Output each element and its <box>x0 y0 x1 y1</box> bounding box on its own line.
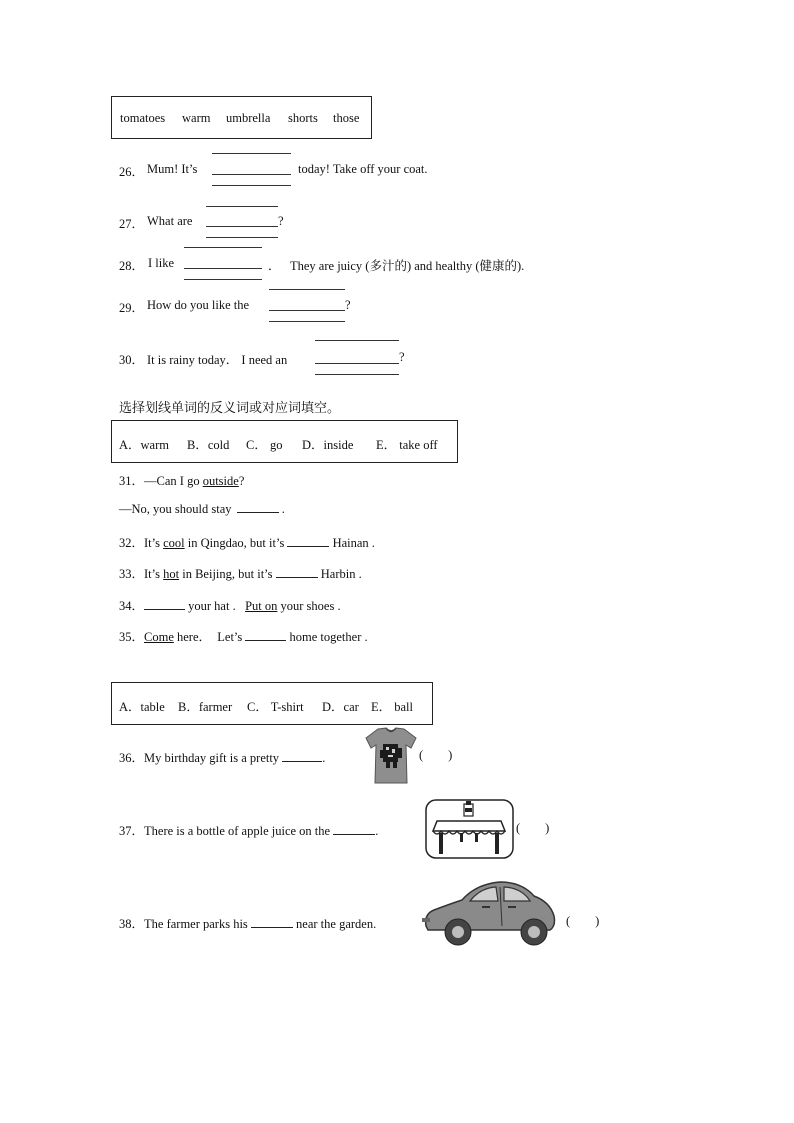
answer-blank[interactable] <box>282 761 322 762</box>
question-text: ? <box>345 298 351 312</box>
question-text: ? <box>399 350 405 364</box>
answer-line[interactable] <box>184 268 262 269</box>
answer-blank[interactable] <box>287 546 329 547</box>
word-option: those <box>333 111 360 125</box>
answer-line[interactable] <box>184 247 262 248</box>
answer-paren[interactable]: ( ) <box>419 748 453 762</box>
answer-line[interactable] <box>269 310 345 311</box>
answer-line[interactable] <box>315 363 399 364</box>
answer-line[interactable] <box>212 174 291 175</box>
question-text: home together . <box>289 630 368 644</box>
answer-line[interactable] <box>315 374 399 375</box>
question-33 <box>119 564 362 582</box>
question-number: 29． <box>119 301 145 315</box>
answer-line[interactable] <box>269 289 345 290</box>
option-item: D．car <box>322 700 359 714</box>
car-image <box>420 878 558 948</box>
question-text: There is a bottle of apple juice on the <box>144 824 331 838</box>
question-text: They are juicy (多汁的) and healthy (健康的). <box>290 259 525 273</box>
question-text: here． Let’s <box>173 630 243 644</box>
answer-line[interactable] <box>212 185 291 186</box>
underlined-word: Come <box>144 630 174 644</box>
answer-line[interactable] <box>315 340 399 341</box>
option-item: C． go <box>246 438 283 452</box>
table-with-bottle-image <box>425 799 515 860</box>
question-text: your hat . <box>188 599 246 613</box>
question-text: ? <box>238 474 245 488</box>
option-item: B．cold <box>187 438 230 452</box>
answer-line[interactable] <box>206 206 278 207</box>
option-box-2 <box>111 420 458 463</box>
question-number: 33． <box>119 567 145 581</box>
question-text: your shoes . <box>277 599 341 613</box>
answer-blank[interactable] <box>276 577 318 578</box>
question-text: Harbin . <box>320 567 362 581</box>
question-number: 38． <box>119 917 145 931</box>
question-36 <box>119 748 325 766</box>
question-text: in Beijing, but it’s <box>179 567 273 581</box>
underlined-word: Put on <box>245 599 278 613</box>
question-text: It is rainy today． I need an <box>147 353 288 367</box>
question-text: —No, you should stay <box>119 502 232 516</box>
answer-blank[interactable] <box>144 609 185 610</box>
answer-blank[interactable] <box>251 927 293 928</box>
question-text: I like <box>148 256 175 270</box>
question-number: 34． <box>119 599 145 613</box>
answer-blank[interactable] <box>333 834 375 835</box>
question-text: —Can I go <box>144 474 203 488</box>
question-31 <box>119 471 244 489</box>
question-text: How do you like the <box>147 298 250 312</box>
option-box-3 <box>111 682 433 725</box>
question-text: near the garden. <box>296 917 377 931</box>
answer-line[interactable] <box>206 237 278 238</box>
option-item: E． ball <box>371 700 414 714</box>
question-text: ． <box>268 259 281 273</box>
word-option: warm <box>182 111 211 125</box>
question-number: 37． <box>119 824 145 838</box>
question-31-answer <box>119 502 285 517</box>
answer-line[interactable] <box>269 321 345 322</box>
answer-paren[interactable]: ( ) <box>516 821 550 835</box>
question-text: Mum! It’s <box>147 162 198 176</box>
option-item: A．warm <box>119 438 169 452</box>
answer-blank[interactable] <box>237 512 279 513</box>
question-text: . <box>375 824 379 838</box>
question-number: 35． <box>119 630 145 644</box>
word-option: shorts <box>288 111 318 125</box>
question-text: What are <box>147 214 193 228</box>
question-34 <box>119 596 341 614</box>
word-box-1 <box>111 96 372 139</box>
question-text: Hainan . <box>332 536 375 550</box>
question-number: 31． <box>119 474 145 488</box>
question-text: . <box>322 751 326 765</box>
answer-paren[interactable]: ( ) <box>566 914 600 928</box>
word-option: tomatoes <box>120 111 166 125</box>
option-item: D．inside <box>302 438 354 452</box>
tshirt-image <box>364 726 418 786</box>
option-item: A．table <box>119 700 165 714</box>
question-number: 27． <box>119 217 145 231</box>
answer-blank[interactable] <box>245 640 286 641</box>
question-38 <box>119 914 376 932</box>
answer-line[interactable] <box>206 226 278 227</box>
question-37 <box>119 821 378 839</box>
section-instruction: 选择划线单词的反义词或对应词填空。 <box>119 401 341 416</box>
question-number: 32． <box>119 536 145 550</box>
underlined-word: cool <box>163 536 185 550</box>
question-35 <box>119 627 368 645</box>
question-text: ? <box>278 214 284 228</box>
word-option: umbrella <box>226 111 271 125</box>
question-32 <box>119 533 375 551</box>
underlined-word: hot <box>163 567 180 581</box>
question-number: 26． <box>119 165 145 179</box>
question-number: 30． <box>119 353 145 367</box>
answer-line[interactable] <box>212 153 291 154</box>
question-text: My birthday gift is a pretty <box>144 751 280 765</box>
question-text: in Qingdao, but it’s <box>184 536 285 550</box>
question-number: 28． <box>119 259 145 273</box>
question-text: today! Take off your coat. <box>298 162 428 176</box>
question-text: The farmer parks his <box>144 917 248 931</box>
option-item: B．farmer <box>178 700 233 714</box>
option-item: C． T-shirt <box>247 700 304 714</box>
option-item: E． take off <box>376 438 438 452</box>
question-text: It’s <box>144 536 164 550</box>
question-number: 36． <box>119 751 145 765</box>
answer-line[interactable] <box>184 279 262 280</box>
question-text: It’s <box>144 567 164 581</box>
underlined-word: outside <box>202 474 239 488</box>
question-text: . <box>281 502 285 516</box>
